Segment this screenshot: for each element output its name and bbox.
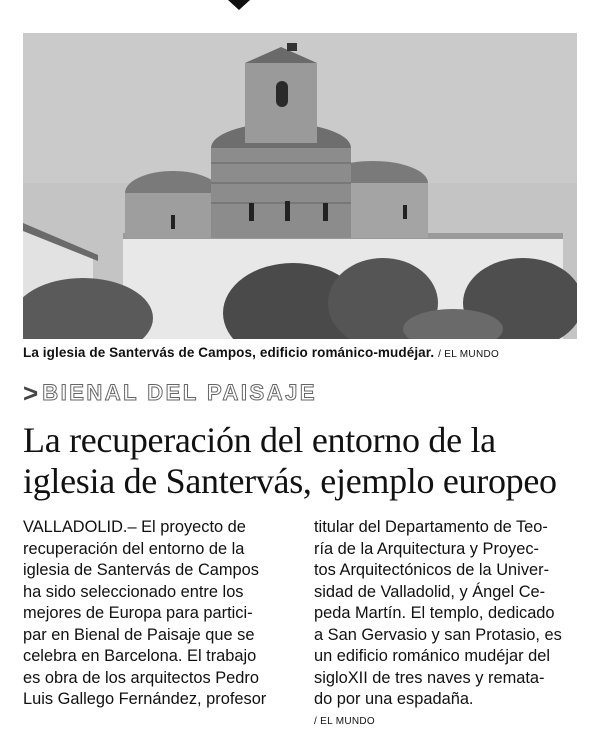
body-line: peda Martín. El templo, dedicado	[314, 604, 555, 622]
church-photo	[23, 33, 577, 339]
body-line: mejores de Europa para partici-	[23, 604, 253, 622]
body-line: par en Bienal de Paisaje que se	[23, 625, 255, 644]
section-label: BIENAL DEL PAISAJE	[42, 380, 318, 405]
body-line: sidad de Valladolid, y Ángel Ce-	[314, 582, 546, 601]
section-tag	[23, 380, 317, 406]
headline-line: iglesia de Santervás, ejemplo europeo	[23, 461, 557, 501]
caption-text: La iglesia de Santervás de Campos, edificio románico-mudéjar.	[23, 345, 435, 360]
headline-line: La recuperación del entorno de la	[23, 420, 496, 460]
body-line: es obra de los arquitectos Pedro	[23, 668, 259, 687]
body-line: ría de la Arquitectura y Proyec-	[314, 539, 540, 558]
section-arrow-icon: >	[23, 378, 39, 408]
body-line: VALLADOLID.– El proyecto de	[23, 518, 246, 536]
body-line: tos Arquitectónicos de la Univer-	[314, 561, 550, 579]
body-line: Luis Gallego Fernández, profesor	[23, 690, 267, 708]
body-line-text: do por una espadaña.	[314, 690, 474, 708]
headline	[23, 420, 593, 502]
body-line: celebra en Barcelona. El trabajo	[23, 647, 257, 665]
body-column-1	[23, 517, 298, 711]
body-line: recuperación del entorno de la	[23, 539, 245, 558]
photo-caption	[23, 345, 583, 360]
body-line: a San Gervasio y san Protasio, es	[314, 625, 562, 644]
body-line: titular del Departamento de Teo-	[314, 518, 548, 536]
body-line: iglesia de Santervás de Campos	[23, 561, 259, 579]
body-line: ha sido seleccionado entre los	[23, 582, 244, 601]
body-line: sigloXII de tres naves y remata-	[314, 668, 545, 687]
article-credit: / EL MUNDO	[314, 715, 375, 727]
page-fold-mark	[228, 0, 250, 10]
photo-credit: / EL MUNDO	[438, 349, 500, 360]
body-line-last	[314, 689, 584, 732]
body-line: un edificio románico mudéjar del	[314, 647, 550, 665]
body-column-2	[314, 517, 584, 732]
